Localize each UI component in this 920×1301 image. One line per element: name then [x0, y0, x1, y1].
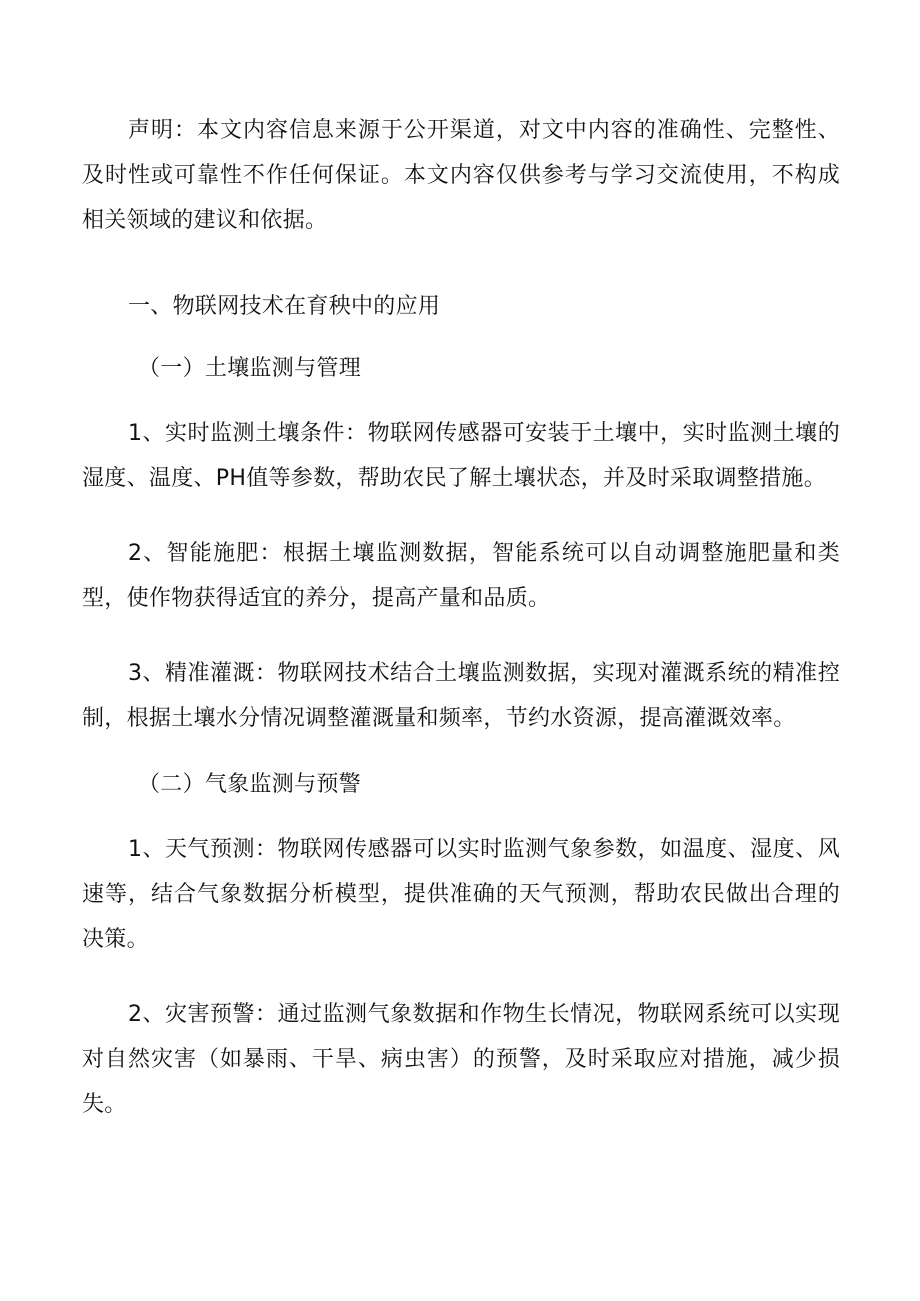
- paragraph-smart-fertilization: 2、智能施肥：根据土壤监测数据，智能系统可以自动调整施肥量和类型，使作物获得适宜的养分，提高产量和品质。: [82, 541, 840, 611]
- paragraph-precision-irrigation: 3、精准灌溉：物联网技术结合土壤监测数据，实现对灌溉系统的精准控制，根据土壤水分情况调整灌溉量和频率，节约水资源，提高灌溉效率。: [82, 661, 840, 731]
- paragraph-disaster-warning: 2、灾害预警：通过监测气象数据和作物生长情况，物联网系统可以实现对自然灾害（如暴雨、干旱、病虫害）的预警，及时采取应对措施，减少损失。: [82, 1002, 840, 1117]
- subsection-title-weather: （二）气象监测与预警: [138, 772, 362, 797]
- section-title: 一、物联网技术在育秧中的应用: [128, 294, 441, 319]
- paragraph-soil-monitoring: 1、实时监测土壤条件：物联网传感器可安装于土壤中，实时监测土壤的湿度、温度、PH值等参数，帮助农民了解土壤状态，并及时采取调整措施。: [82, 421, 840, 491]
- paragraph-weather-forecast: 1、天气预测：物联网传感器可以实时监测气象参数，如温度、湿度、风速等，结合气象数据分析模型，提供准确的天气预测，帮助农民做出合理的决策。: [82, 837, 840, 952]
- disclaimer-paragraph: 声明：本文内容信息来源于公开渠道，对文中内容的准确性、完整性、及时性或可靠性不作任何保证。本文内容仅供参考与学习交流使用，不构成相关领域的建议和依据。: [82, 118, 840, 233]
- subsection-title-soil: （一）土壤监测与管理: [138, 356, 362, 381]
